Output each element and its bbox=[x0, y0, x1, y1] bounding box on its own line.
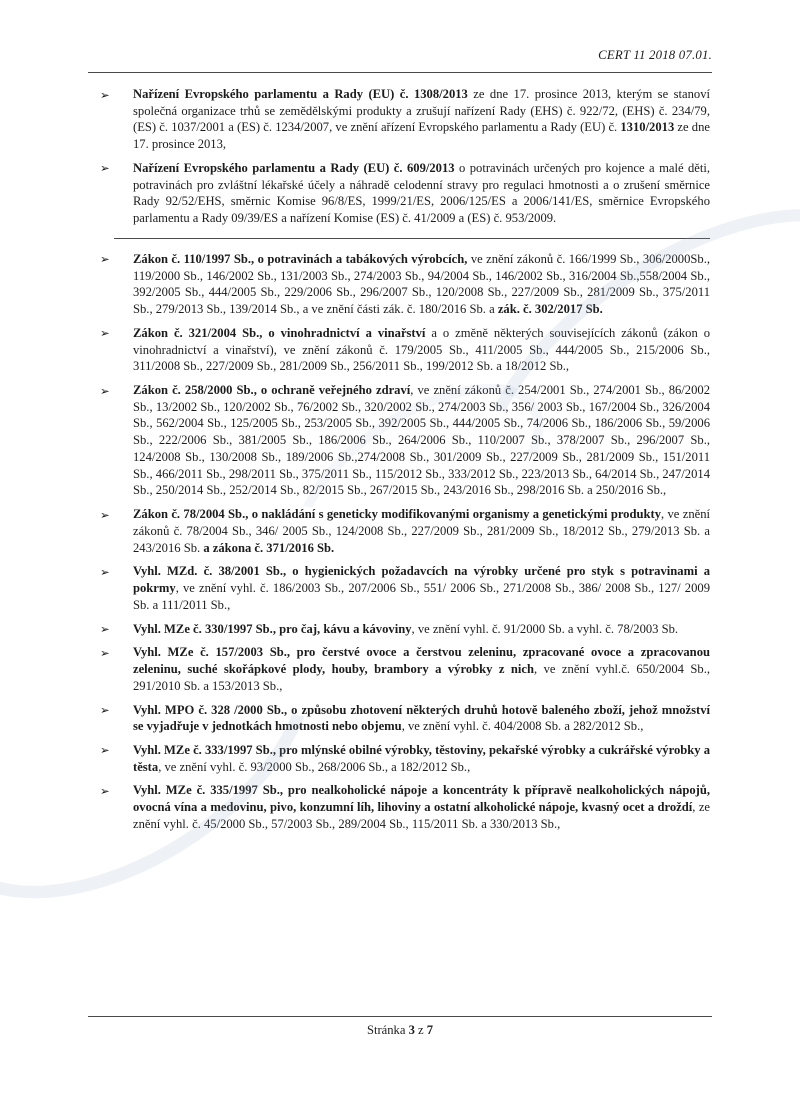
bullet-arrow-icon: ➢ bbox=[100, 509, 110, 522]
list-item bbox=[100, 621, 710, 638]
list-item-text: Nařízení Evropského parlamentu a Rady (EU) č. 609/2013 o potravinách určených pro kojence a malé děti, potravinách pro zvláštní lékařské účely a náhradě celodenní stravy pro regulaci hmotnosti a o zrušení směrnice Rady 92/52/EHS, směrnic Komise 96/8/ES, 1999/21/ES, 2006/125/ES a 2006/141/ES, směrnice Evropského parlamentu a Rady 09/39/ES a nařízení Komise (ES) č. 41/2009 a (ES) č. 953/2009. bbox=[133, 160, 711, 226]
section-divider bbox=[114, 238, 710, 239]
list-item bbox=[100, 86, 710, 153]
bullet-arrow-icon: ➢ bbox=[100, 785, 110, 798]
list-item bbox=[100, 702, 710, 735]
list-item bbox=[100, 251, 710, 318]
page-footer bbox=[0, 1023, 800, 1038]
bullet-arrow-icon: ➢ bbox=[100, 647, 110, 660]
list-item bbox=[100, 782, 710, 832]
footer-divider bbox=[88, 1016, 712, 1017]
header-divider bbox=[88, 72, 712, 73]
regulation-list bbox=[100, 86, 710, 833]
bullet-arrow-icon: ➢ bbox=[100, 254, 110, 267]
list-item bbox=[100, 325, 710, 375]
list-item bbox=[100, 160, 710, 227]
list-item bbox=[100, 742, 710, 775]
list-item bbox=[100, 563, 710, 613]
page-footer-text: Stránka 3 z 7 bbox=[366, 1023, 434, 1037]
list-item-text: Vyhl. MZe č. 330/1997 Sb., pro čaj, kávu a kávoviny, ve znění vyhl. č. 91/2000 Sb. a vyhl. č. 78/2003 Sb. bbox=[133, 621, 679, 636]
list-item-text: Vyhl. MZd. č. 38/2001 Sb., o hygienických požadavcích na výrobky určené pro styk s potravinami a pokrmy, ve znění vyhl. č. 186/2003 Sb., 207/2006 Sb., 551/ 2006 Sb., 271/2008 Sb., 386/ 2008 Sb., 127/ 2009 Sb. a 111/2011 Sb., bbox=[133, 564, 710, 612]
list-item-text: Vyhl. MPO č. 328 /2000 Sb., o způsobu zhotovení některých druhů hotově baleného zboží, jehož množství se vyjadřuje v jednotkách hmotnosti nebo objemu, ve znění vyhl. č. 404/2008 Sb. a 282/2012 Sb., bbox=[133, 702, 710, 734]
list-item-text: Vyhl. MZe č. 335/1997 Sb., pro nealkoholické nápoje a koncentráty k přípravě nealkoholických nápojů, ovocná vína a medovinu, pivo, konzumní líh, lihoviny a ostatní alkoholické nápoje, kvasný ocet a droždí, ze znění vyhl. č. 45/2000 Sb., 57/2003 Sb., 289/2004 Sb., 115/2011 Sb. a 330/2013 Sb., bbox=[133, 783, 710, 831]
list-item-text: Vyhl. MZe č. 333/1997 Sb., pro mlýnské obilné výrobky, těstoviny, pekařské výrobky a cukrářské výrobky a těsta, ve znění vyhl. č. 93/2000 Sb., 268/2006 Sb., a 182/2012 Sb., bbox=[133, 742, 710, 774]
list-item bbox=[100, 382, 710, 499]
bullet-arrow-icon: ➢ bbox=[100, 328, 110, 341]
bullet-arrow-icon: ➢ bbox=[100, 624, 110, 637]
list-item-text: Zákon č. 321/2004 Sb., o vinohradnictví a vinařství a o změně některých souvisejících zákonů (zákon o vinohradnictví a vinařství), ve znění zákonů č. 179/2005 Sb., 411/2005 Sb., 444/2005 Sb., 215/2006 Sb., 311/2008 Sb., 227/2009 Sb., 281/2009 Sb., 256/2011 Sb., 199/2012 Sb. a 18/2012 Sb., bbox=[133, 325, 710, 374]
list-item-text: Zákon č. 110/1997 Sb., o potravinách a tabákových výrobcích, ve znění zákonů č. 166/1999 Sb., 306/2000Sb., 119/2000 Sb., 146/2002 Sb., 131/2003 Sb., 274/2003 Sb., 94/2004 Sb., 146/2002 Sb., 316/2004 Sb.,558/2004 Sb., 392/2005 Sb., 444/2005 Sb., 229/2006 Sb., 296/2007 Sb., 120/2008 Sb., 227/2009 Sb., 281/2009 Sb., 375/2011 Sb., 279/2013 Sb., 139/2014 Sb., a ve znění části zák. č. 180/2016 Sb. a zák. č. 302/2017 Sb. bbox=[133, 251, 710, 317]
bullet-arrow-icon: ➢ bbox=[100, 705, 110, 717]
page-header bbox=[88, 46, 712, 64]
bullet-arrow-icon: ➢ bbox=[100, 385, 110, 398]
bullet-arrow-icon: ➢ bbox=[100, 89, 110, 102]
list-item bbox=[100, 644, 710, 694]
list-item-text: Vyhl. MZe č. 157/2003 Sb., pro čerstvé ovoce a čerstvou zeleninu, zpracované ovoce a zpracovanou zeleninu, suché skořápkové plody, houby, brambory a výrobky z nich, ve znění vyhl.č. 650/2004 Sb., 291/2010 Sb. a 153/2013 Sb., bbox=[133, 645, 710, 693]
document-reference: CERT 11 2018 07.01. bbox=[598, 48, 712, 62]
bullet-arrow-icon: ➢ bbox=[100, 163, 110, 176]
list-item-text: Nařízení Evropského parlamentu a Rady (EU) č. 1308/2013 ze dne 17. prosince 2013, kterým se stanoví společná organizace trhů se zemědělskými produkty a zrušují nařízení Rady (EHS) č. 922/72, (EHS) č. 234/79, (ES) č. 1037/2001 a (ES) č. 1234/2007, ve znění ařízení Evropského parlamentu a Rady (EU) č. 1310/2013 ze dne 17. prosince 2013, bbox=[133, 87, 710, 152]
bullet-arrow-icon: ➢ bbox=[100, 745, 110, 758]
bullet-arrow-icon: ➢ bbox=[100, 566, 110, 579]
list-item-text: Zákon č. 258/2000 Sb., o ochraně veřejného zdraví, ve znění zákonů č. 254/2001 Sb., 274/2001 Sb., 86/2002 Sb., 13/2002 Sb., 120/2002 Sb., 76/2002 Sb., 320/2002 Sb., 274/2003 Sb., 356/ 2003 Sb., 167/2004 Sb., 326/2004 Sb., 562/2004 Sb., 125/2005 Sb., 253/2005 Sb., 392/2005 Sb., 444/2005 Sb., 74/2006 Sb., 186/2006 Sb., 59/2006 Sb., 222/2006 Sb., 381/2005 Sb., 186/2006 Sb., 264/2006 Sb., 110/2007 Sb., 378/2007 Sb., 296/2007 Sb., 124/2008 Sb., 130/2008 Sb., 189/2006 Sb.,274/2008 Sb., 301/2009 Sb., 227/2009 Sb., 281/2009 Sb., 151/2011 Sb., 466/2011 Sb., 298/2011 Sb., 375/2011 Sb., 115/2012 Sb., 333/2012 Sb., 223/2013 Sb., 64/2014 Sb., 247/2014 Sb., 250/2014 Sb., 252/2014 Sb., 82/2015 Sb., 267/2015 Sb., 243/2016 Sb., 298/2016 Sb. a 250/2016 Sb., bbox=[133, 383, 710, 498]
list-item bbox=[100, 506, 710, 556]
list-item-text: Zákon č. 78/2004 Sb., o nakládání s geneticky modifikovanými organismy a genetickými produkty, ve znění zákonů č. 78/2004 Sb., 346/ 2005 Sb., 124/2008 Sb., 227/2009 Sb., 281/2009 Sb., 18/2012 Sb., 279/2013 Sb. a 243/2016 Sb. a zákona č. 371/2016 Sb. bbox=[133, 507, 710, 555]
